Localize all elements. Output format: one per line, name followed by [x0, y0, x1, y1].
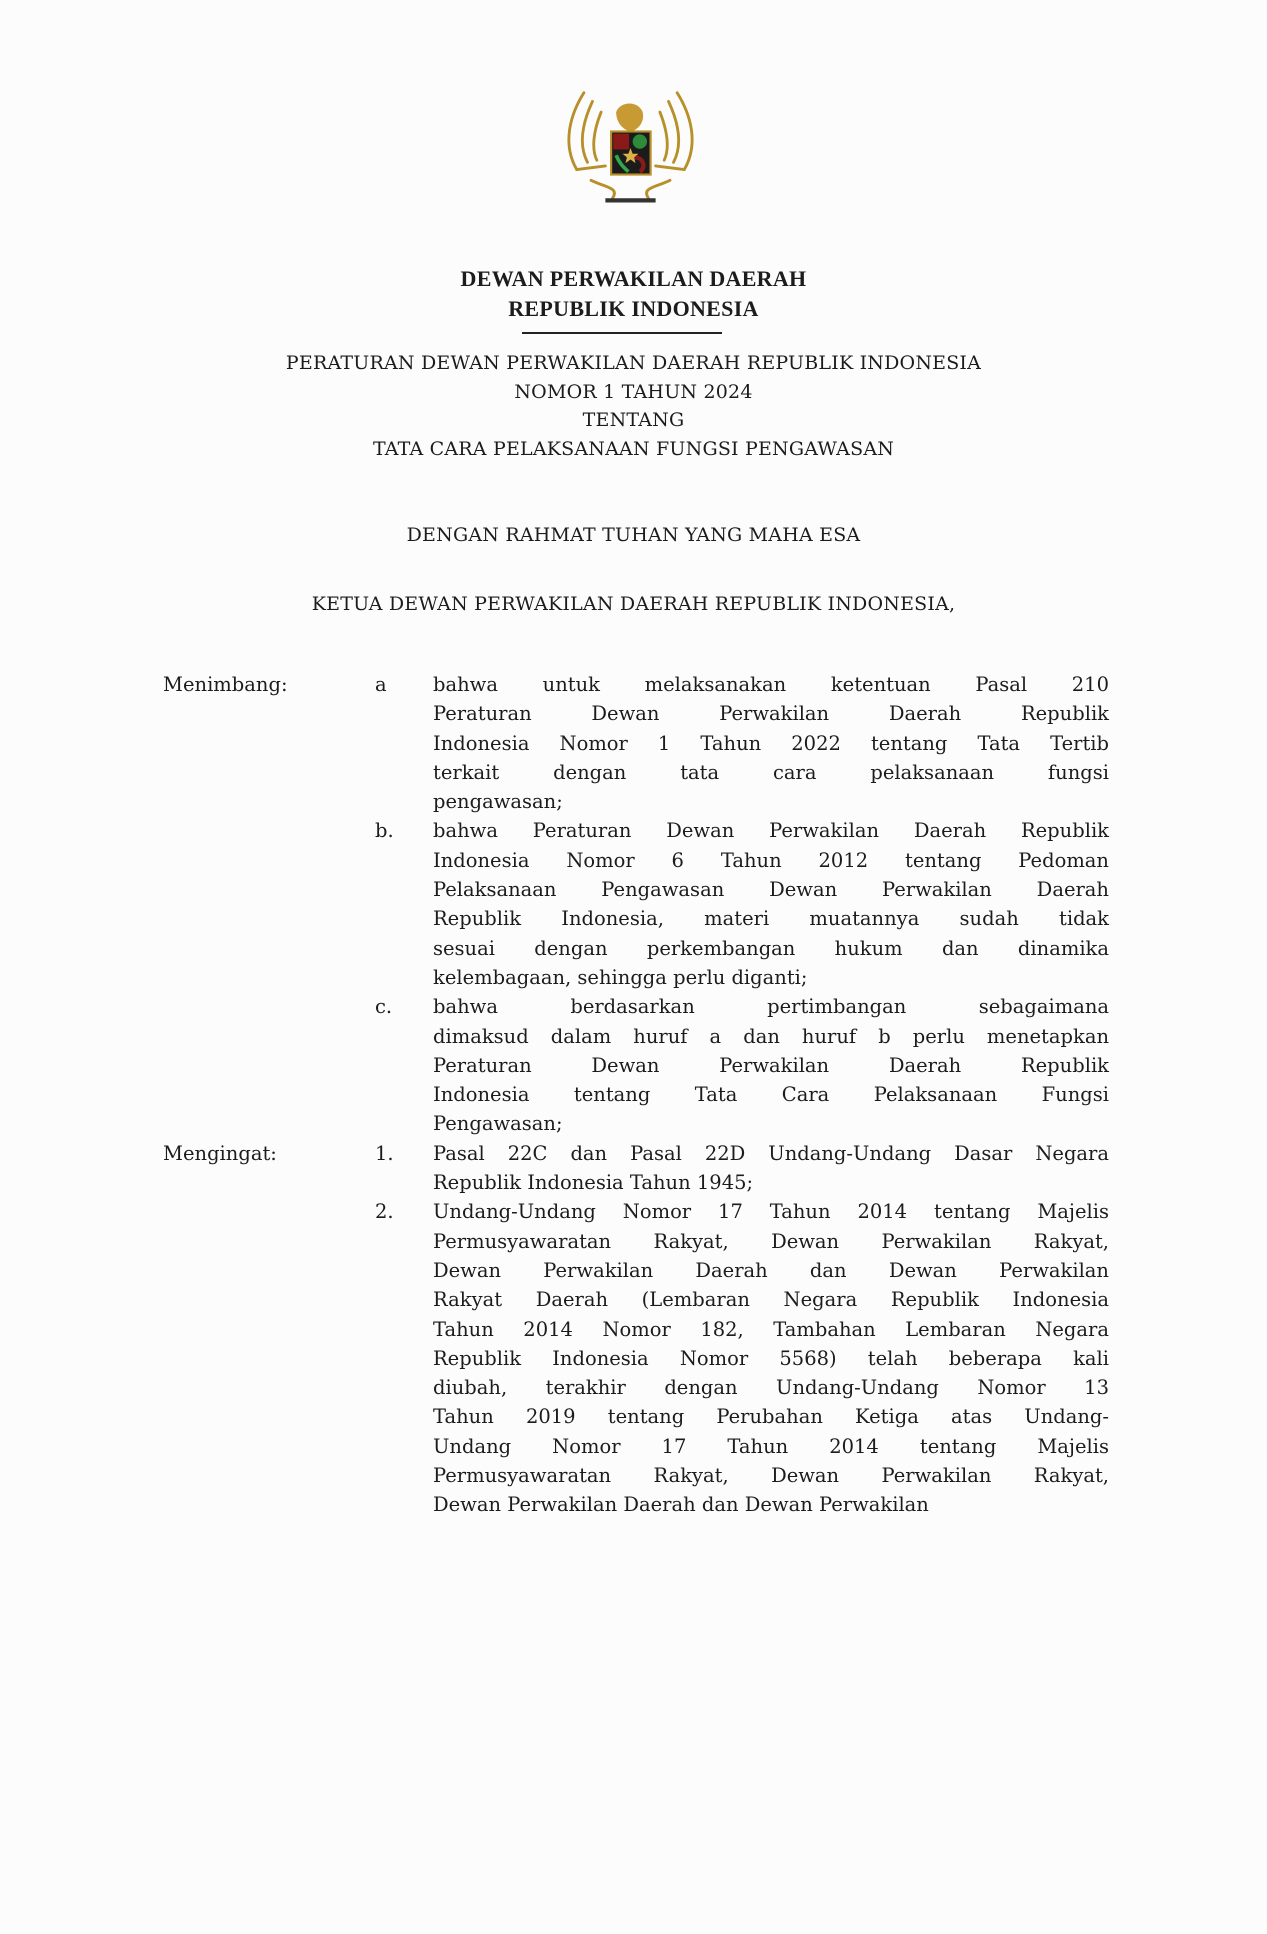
- clause-line: Peraturan Dewan Perwakilan Daerah Republik: [433, 1053, 1109, 1077]
- clause-marker: 1.: [375, 1141, 394, 1165]
- section-label: Mengingat:: [163, 1141, 277, 1165]
- garuda-emblem-icon: [548, 58, 713, 238]
- clause-line: Tahun 2014 Nomor 182, Tambahan Lembaran Negara: [433, 1317, 1109, 1341]
- clause-line: Dewan Perwakilan Daerah dan Dewan Perwakilan: [433, 1493, 929, 1517]
- clause-line: Republik Indonesia, materi muatannya sudah tidak: [433, 907, 1109, 931]
- clause-line: bahwa berdasarkan pertimbangan sebagaimana: [433, 995, 1109, 1019]
- header-divider: [522, 332, 722, 334]
- clause-item: [0, 816, 1267, 992]
- regulation-tentang: TENTANG: [582, 409, 685, 431]
- regulation-subject: TATA CARA PELAKSANAAN FUNGSI PENGAWASAN: [372, 438, 895, 460]
- clause-line: Indonesia Nomor 6 Tahun 2012 tentang Pedoman: [433, 848, 1109, 872]
- clause-line: Permusyawaratan Rakyat, Dewan Perwakilan Rakyat,: [433, 1464, 1109, 1488]
- clause-line: Rakyat Daerah (Lembaran Negara Republik Indonesia: [433, 1288, 1109, 1312]
- clause-line: Republik Indonesia Nomor 5568) telah beberapa kali: [433, 1346, 1109, 1370]
- document-body: [0, 670, 1267, 1520]
- institution-name-line2: REPUBLIK INDONESIA: [508, 296, 759, 321]
- clause-item: [0, 992, 1267, 1138]
- invocation: DENGAN RAHMAT TUHAN YANG MAHA ESA: [406, 524, 861, 546]
- clause-item: [0, 670, 1267, 816]
- clause-text: [433, 670, 1109, 816]
- clause-line: Indonesia tentang Tata Cara Pelaksanaan Fungsi: [433, 1083, 1109, 1107]
- clause-marker: 2.: [375, 1200, 394, 1224]
- clause-line: Dewan Perwakilan Daerah dan Dewan Perwakilan: [433, 1258, 1109, 1282]
- clause-line: Undang-Undang Nomor 17 Tahun 2014 tentang Majelis: [433, 1200, 1109, 1224]
- clause-line: diubah, terakhir dengan Undang-Undang Nomor 13: [433, 1376, 1109, 1400]
- clause-line: dimaksud dalam huruf a dan huruf b perlu menetapkan: [433, 1024, 1109, 1048]
- clause-line: bahwa Peraturan Dewan Perwakilan Daerah Republik: [433, 819, 1109, 843]
- clause-text: [433, 1197, 1109, 1519]
- institution-name-line1: DEWAN PERWAKILAN DAERAH: [460, 266, 807, 291]
- clause-line: Permusyawaratan Rakyat, Dewan Perwakilan Rakyat,: [433, 1229, 1109, 1253]
- regulation-number: NOMOR 1 TAHUN 2024: [514, 381, 753, 403]
- clause-line: Pelaksanaan Pengawasan Dewan Perwakilan Daerah: [433, 878, 1109, 902]
- clause-text: [433, 992, 1109, 1138]
- clause-line: Tahun 2019 tentang Perubahan Ketiga atas Undang-: [433, 1405, 1109, 1429]
- clause-item: [0, 1197, 1267, 1519]
- clause-line: terkait dengan tata cara pelaksanaan fungsi: [433, 760, 1109, 784]
- clause-line: Indonesia Nomor 1 Tahun 2022 tentang Tata Tertib: [433, 731, 1109, 755]
- clause-line: Pengawasan;: [433, 1112, 563, 1136]
- clause-marker: a: [375, 673, 387, 696]
- clause-line: Pasal 22C dan Pasal 22D Undang-Undang Dasar Negara: [433, 1141, 1109, 1165]
- clause-line: Republik Indonesia Tahun 1945;: [433, 1171, 754, 1195]
- section-label: [0, 992, 375, 1138]
- clause-line: Undang Nomor 17 Tahun 2014 tentang Majelis: [433, 1434, 1109, 1458]
- section-label: Menimbang:: [163, 673, 288, 696]
- clause-line: Peraturan Dewan Perwakilan Daerah Republik: [433, 702, 1109, 726]
- section-label: [0, 816, 375, 992]
- clause-marker: b.: [375, 819, 394, 843]
- clause-line: pengawasan;: [433, 790, 563, 814]
- speaker-line: KETUA DEWAN PERWAKILAN DAERAH REPUBLIK INDONESIA,: [311, 593, 956, 615]
- clause-text: [433, 1139, 1109, 1198]
- clause-item: [0, 1139, 1267, 1198]
- clause-text: [433, 816, 1109, 992]
- clause-line: bahwa untuk melaksanakan ketentuan Pasal 210: [433, 673, 1109, 696]
- clause-line: sesuai dengan perkembangan hukum dan dinamika: [433, 936, 1109, 960]
- section-label: [0, 1197, 375, 1519]
- clause-line: kelembagaan, sehingga perlu diganti;: [433, 965, 808, 989]
- clause-marker: c.: [375, 995, 393, 1019]
- regulation-title-line: PERATURAN DEWAN PERWAKILAN DAERAH REPUBLIK INDONESIA: [285, 352, 982, 374]
